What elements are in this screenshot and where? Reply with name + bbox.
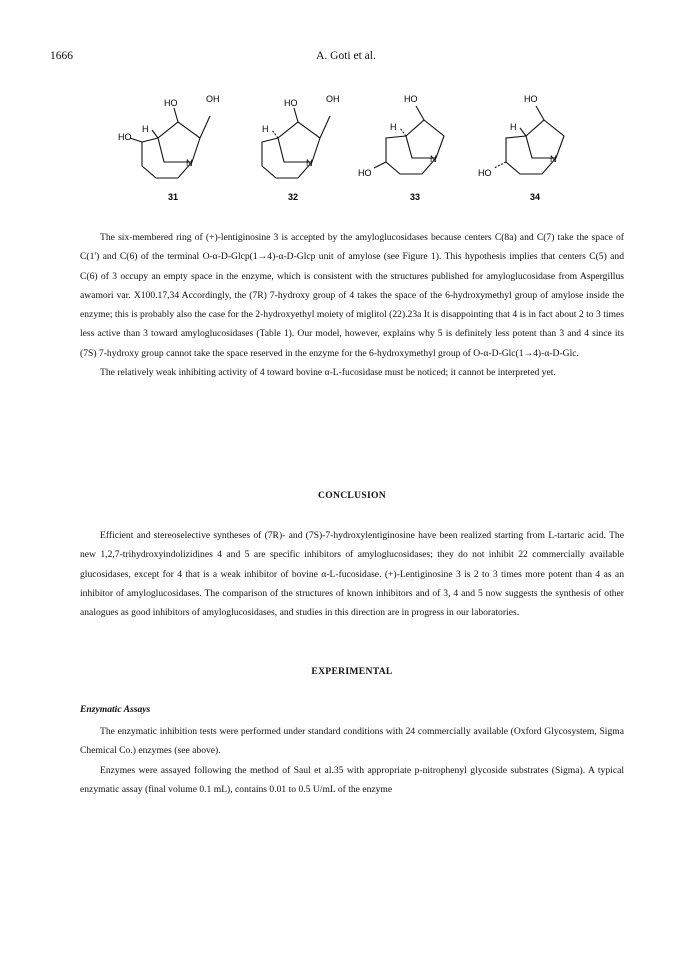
conclusion-heading: CONCLUSION [317, 490, 387, 501]
atom-h: H [390, 122, 397, 132]
paragraph-1: The six-membered ring of (+)-lentiginosine 3 is accepted by the amyloglucosidases because centers C(8a) and C(7) take the space of C(1') and C(6) of the terminal O-α-D-Glcp(1→4)-α-D-Glcp unit of amylose (see Figure 1). This hypothesis implies that centers C(5) and C(6) of 3 occupy an empty space in the enzyme, which is consistent with the structures published for amyloglucosidase from Aspergillus awamori var. X100.17,34 Accordingly, the (7R) 7-hydroxy group of 4 takes the space of the 6-hydroxymethyl group of amylose inside the enzyme; this is probably also the case for the 2-hydroxyethyl moiety of miglitol (22).23a It is disappointing that 4 is in fact about 2 to 3 times less active than 3 toward amyloglucosidases (Table 1). Our model, however, explains why 5 is definitely less potent than 3 and 4 since its (7S) 7-hydroxy group cannot take the space reserved in the enzyme for the 6-hydroxymethyl group of O-α-D-Glc(1→4)-α-D-Glc. [80, 232, 624, 359]
atom-n: N [550, 154, 557, 164]
atom-n: N [306, 158, 313, 168]
atom-ho: HO [524, 94, 538, 104]
atom-ho: HO [478, 168, 492, 178]
compound-label-31: 31 [168, 192, 179, 202]
paragraph-2: The relatively weak inhibiting activity of 4 toward bovine α-L-fucosidase must be noticed; it cannot be interpreted yet. [100, 367, 556, 379]
atom-h: H [510, 122, 517, 132]
atom-h: H [262, 124, 269, 134]
atom-oh: OH [206, 94, 220, 104]
page-number: 1666 [50, 50, 73, 62]
conclusion-text [80, 526, 624, 622]
discussion-text [80, 228, 624, 382]
atom-ho: HO [358, 168, 372, 178]
experimental-text [80, 722, 624, 799]
atom-n: N [186, 158, 193, 168]
enzymatic-assays-heading: Enzymatic Assays [80, 704, 151, 715]
running-head: A. Goti et al. [316, 50, 376, 62]
paragraph-4: The enzymatic inhibition tests were performed under standard conditions with 24 commercially available (Oxford Glycosystem, Sigma Chemical Co.) enzymes (see above). [80, 726, 624, 757]
compound-label-33: 33 [410, 192, 421, 202]
atom-ho: HO [404, 94, 418, 104]
atom-ho: HO [118, 132, 132, 142]
atom-oh: OH [326, 94, 340, 104]
compound-label-32: 32 [288, 192, 299, 202]
paragraph-3: Efficient and stereoselective syntheses of (7R)- and (7S)-7-hydroxylentiginosine have been realized starting from L-tartaric acid. The new 1,2,7-trihydroxyindolizidines 4 and 5 are specific inhibitors of amyloglucosidases; they do not inhibit 22 commercially available glucosidases, except for 4 that is a weak inhibitor of bovine α-L-fucosidase. (+)-Lentiginosine 3 is 2 to 3 times more potent than 4 as an inhibitor of amyloglucosidases. The comparison of the structures of known inhibitors and of 3, 4 and 5 now suggests the synthesis of other analogues as good inhibitors of amyloglucosidases, and studies in this direction are in progress in our laboratories. [80, 530, 624, 619]
atom-ho: HO [164, 98, 178, 108]
structure-32 [262, 108, 330, 178]
experimental-heading: EXPERIMENTAL [311, 666, 393, 677]
atom-h: H [142, 124, 149, 134]
atom-n: N [430, 154, 437, 164]
structures-figure [50, 86, 642, 204]
structure-31 [130, 108, 210, 178]
atom-ho: HO [284, 98, 298, 108]
compound-label-34: 34 [530, 192, 541, 202]
paragraph-5: Enzymes were assayed following the method of Saul et al.35 with appropriate p-nitrophenyl glycoside substrates (Sigma). A typical enzymatic assay (final volume 0.1 mL), contains 0.01 to 0.5 U/mL of the enzyme [80, 764, 624, 795]
page-header [50, 50, 642, 68]
